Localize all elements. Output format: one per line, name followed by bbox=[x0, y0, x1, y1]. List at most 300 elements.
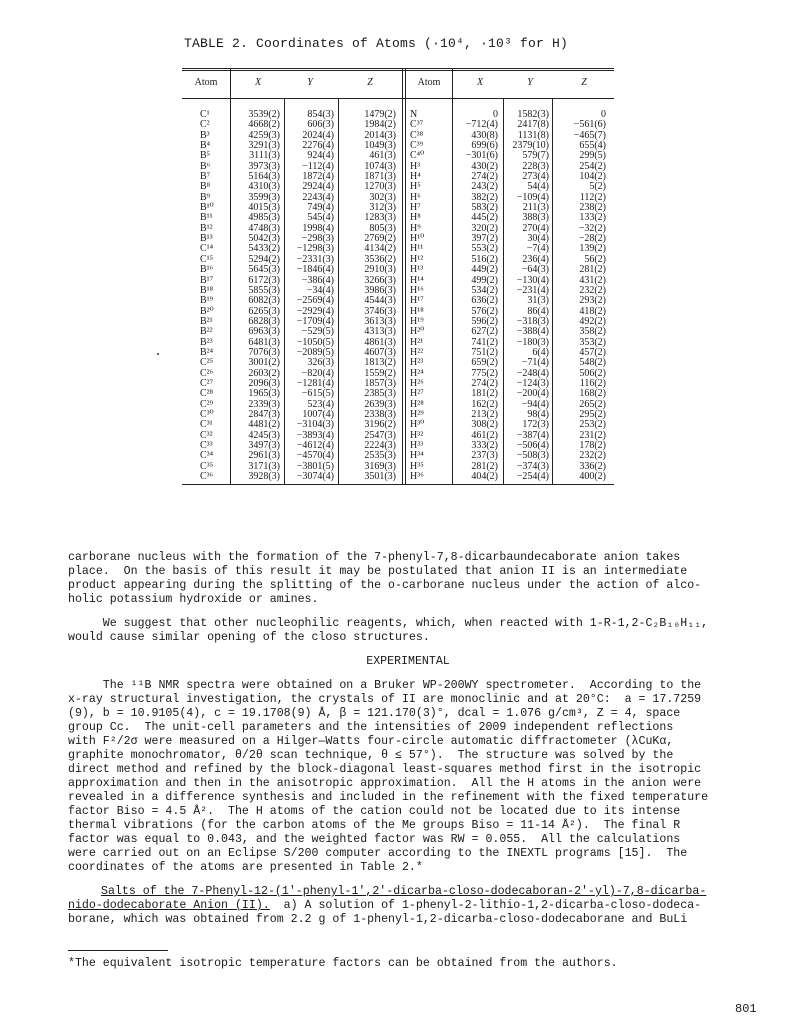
table-cell: −465(7) bbox=[573, 129, 606, 141]
table-cell: H¹¹ bbox=[410, 243, 424, 255]
table-cell: 336(2) bbox=[579, 460, 606, 472]
table-cell: 3001(2) bbox=[248, 357, 280, 369]
paragraph-line: The ¹¹B NMR spectra were obtained on a Bruker WP-200WY spectrometer. According to the bbox=[68, 679, 702, 692]
table-cell: 116(2) bbox=[579, 377, 606, 389]
table-cell: C²⁷ bbox=[200, 377, 214, 389]
table-cell: 4245(3) bbox=[248, 429, 280, 441]
table-cell: 6265(3) bbox=[248, 305, 280, 317]
table-cell: B¹² bbox=[200, 222, 213, 234]
table-cell: 6172(3) bbox=[248, 274, 280, 286]
table-cell: 4985(3) bbox=[248, 212, 280, 224]
table-cell: 2603(2) bbox=[248, 367, 280, 379]
table-cell: 4134(2) bbox=[364, 243, 396, 255]
table-cell: H³² bbox=[410, 429, 424, 441]
table-vrule-center-a bbox=[402, 68, 403, 484]
column-atom-left bbox=[200, 110, 228, 482]
table-cell: B⁸ bbox=[200, 181, 211, 193]
table-cell: −1709(4) bbox=[296, 315, 334, 327]
table-cell: −32(2) bbox=[578, 222, 606, 234]
table-cell: 418(2) bbox=[579, 305, 606, 317]
page-number: 801 bbox=[735, 1002, 757, 1016]
paragraph-line: We suggest that other nucleophilic reagents, which, when reacted with 1-R-1,2-C₂B₁₀H₁₁, bbox=[68, 617, 709, 630]
table-cell: H⁶ bbox=[410, 191, 421, 203]
table-cell: −94(4) bbox=[521, 398, 549, 410]
table-cell: −3801(5) bbox=[296, 460, 334, 472]
table-cell: 534(2) bbox=[471, 284, 498, 296]
table-cell: 3497(3) bbox=[248, 440, 280, 451]
table-cell: 576(2) bbox=[471, 305, 498, 317]
table-cell: 211(3) bbox=[522, 202, 549, 214]
paragraph-line: were carried out on an Eclipse S/200 computer according to the INEXTL programs [15]. The bbox=[68, 847, 688, 860]
column-z-left bbox=[340, 110, 396, 482]
header-atom-left: Atom bbox=[194, 77, 218, 88]
table-cell: C²⁹ bbox=[200, 398, 214, 410]
table-cell: 295(2) bbox=[579, 408, 606, 420]
table-cell: 98(4) bbox=[527, 408, 549, 420]
header-y-left: Y bbox=[307, 77, 313, 88]
table-cell: C²⁵ bbox=[200, 357, 214, 369]
table-cell: 3171(3) bbox=[248, 460, 280, 472]
header-y-right: Y bbox=[527, 77, 533, 88]
table-cell: −2929(4) bbox=[296, 305, 334, 317]
table-cell: 312(3) bbox=[369, 202, 396, 214]
paragraph-line: factor Biso = 4.5 Å². The H atoms of the cation could not be located due to its intense bbox=[68, 805, 681, 818]
table-cell: H²¹ bbox=[410, 336, 424, 348]
table-cell: −387(4) bbox=[516, 429, 549, 441]
table-cell: 274(2) bbox=[471, 171, 498, 183]
table-cell: 3539(2) bbox=[248, 109, 280, 120]
table-cell: 168(2) bbox=[579, 388, 606, 400]
table-cell: 741(2) bbox=[471, 336, 498, 348]
paragraph-line: graphite monochromator, θ/2θ scan technique, θ ≤ 57°). The structure was solved by the bbox=[68, 749, 674, 762]
table-cell: 1479(2) bbox=[364, 109, 396, 120]
table-cell: H⁴ bbox=[410, 171, 421, 183]
table-cell: H¹⁶ bbox=[410, 284, 424, 296]
column-atom-right bbox=[410, 110, 448, 482]
table-cell: H⁹ bbox=[410, 222, 421, 234]
table-cell: 924(4) bbox=[307, 150, 334, 162]
table-cell: 7076(3) bbox=[248, 346, 280, 358]
table-cell: B⁹ bbox=[200, 191, 211, 203]
paragraph-line bbox=[68, 885, 748, 899]
table-cell: −2331(3) bbox=[296, 253, 334, 265]
table-cell: H¹⁸ bbox=[410, 305, 424, 317]
table-top-rule bbox=[182, 68, 614, 69]
table-cell: B²² bbox=[200, 326, 213, 338]
table-cell: −200(4) bbox=[516, 388, 549, 400]
table-cell: 516(2) bbox=[471, 253, 498, 265]
table-cell: B²⁴ bbox=[200, 346, 214, 358]
table-cell: B¹¹ bbox=[200, 212, 213, 224]
table-cell: 492(2) bbox=[579, 315, 606, 327]
paragraph-line: group Cc. The unit-cell parameters and the intensities of 2009 independent reflections bbox=[68, 721, 674, 734]
table-cell: 4668(2) bbox=[248, 119, 280, 131]
table-cell: H⁵ bbox=[410, 181, 421, 193]
table-cell: −3104(3) bbox=[296, 419, 334, 431]
table-cell: H¹⁷ bbox=[410, 295, 424, 307]
table-cell: C¹ bbox=[200, 109, 210, 120]
table-cell: −248(4) bbox=[516, 367, 549, 379]
table-cell: B¹⁶ bbox=[200, 264, 214, 276]
table-cell: C⁴⁰ bbox=[410, 150, 425, 162]
paragraph-line: direct method and refined by the block-diagonal least-squares method first in the isotropic bbox=[68, 763, 702, 776]
table-cell: 5164(3) bbox=[248, 171, 280, 183]
table-cell: −374(3) bbox=[516, 460, 549, 472]
table-cell: 1283(3) bbox=[364, 212, 396, 224]
table-cell: 2096(3) bbox=[248, 377, 280, 389]
table-cell: C²⁶ bbox=[200, 367, 214, 379]
header-atom-right: Atom bbox=[417, 77, 441, 88]
table-cell: H¹³ bbox=[410, 264, 424, 276]
table-cell: −4612(4) bbox=[296, 440, 334, 451]
table-cell: 2224(3) bbox=[364, 440, 396, 451]
table-cell: B¹⁹ bbox=[200, 295, 214, 307]
table-vrule-2 bbox=[284, 98, 285, 484]
table-cell: 2417(8) bbox=[517, 119, 549, 131]
table-vrule-1 bbox=[230, 68, 231, 484]
table-cell: 274(2) bbox=[471, 377, 498, 389]
table-cell: B¹⁸ bbox=[200, 284, 214, 296]
table-cell: −301(6) bbox=[465, 150, 498, 162]
table-cell: 162(2) bbox=[471, 398, 498, 410]
table-cell: 2547(3) bbox=[364, 429, 396, 441]
table-cell: −506(4) bbox=[516, 440, 549, 451]
table-cell: 178(2) bbox=[579, 440, 606, 451]
paragraph-line: carborane nucleus with the formation of the 7-phenyl-7,8-dicarbaundecaborate anion takes bbox=[68, 551, 681, 564]
table-cell: H²³ bbox=[410, 357, 424, 369]
table-cell: 1270(3) bbox=[364, 181, 396, 193]
table-cell: 388(3) bbox=[522, 212, 549, 224]
table-cell: −3074(4) bbox=[296, 471, 334, 483]
table-cell: 627(2) bbox=[471, 326, 498, 338]
paragraph-line: holic potassium hydroxide or amines. bbox=[68, 593, 319, 606]
table-cell: 2379(10) bbox=[512, 140, 549, 152]
table-cell: 805(3) bbox=[369, 222, 396, 234]
table-cell: 2385(3) bbox=[364, 388, 396, 400]
table-cell: 431(2) bbox=[579, 274, 606, 286]
table-cell: 2024(4) bbox=[302, 129, 334, 141]
table-bottom-rule bbox=[182, 484, 614, 485]
table-cell: −7(4) bbox=[526, 243, 549, 255]
table-cell: H¹⁹ bbox=[410, 315, 424, 327]
table-cell: 238(2) bbox=[579, 202, 606, 214]
table-cell: 1559(2) bbox=[364, 367, 396, 379]
table-cell: 457(2) bbox=[579, 346, 606, 358]
table-cell: 326(3) bbox=[307, 357, 334, 369]
table-cell: 6481(3) bbox=[248, 336, 280, 348]
paragraph-line: place. On the basis of this result it may be postulated that anion II is an intermediate bbox=[68, 565, 688, 578]
paragraph-line: product appearing during the splitting of the o-carborane nucleus under the action of alco- bbox=[68, 579, 702, 592]
table-cell: H¹⁴ bbox=[410, 274, 424, 286]
table-cell: −180(3) bbox=[516, 336, 549, 348]
table-cell: 1872(4) bbox=[302, 171, 334, 183]
table-cell: 4015(3) bbox=[248, 202, 280, 214]
table-cell: 270(4) bbox=[522, 222, 549, 234]
table-cell: H¹⁰ bbox=[410, 233, 425, 245]
table-cell: 2338(3) bbox=[364, 408, 396, 420]
table-cell: −109(4) bbox=[516, 191, 549, 203]
paragraph-line: thermal vibrations (for the carbon atoms of the Me groups Biso = 11-14 Å²). The final R bbox=[68, 819, 681, 832]
table-cell: C³⁷ bbox=[410, 119, 424, 131]
table-cell: −112(4) bbox=[302, 160, 334, 172]
table-cell: 228(3) bbox=[522, 160, 549, 172]
table-cell: H²⁰ bbox=[410, 326, 425, 338]
table-cell: 236(4) bbox=[522, 253, 549, 265]
table-cell: C¹⁴ bbox=[200, 243, 214, 255]
table-cell: C² bbox=[200, 119, 210, 131]
table-top-rule-double bbox=[182, 70, 614, 71]
table-cell: H³³ bbox=[410, 440, 424, 451]
table-vrule-3 bbox=[338, 98, 339, 484]
table-cell: −1281(4) bbox=[296, 377, 334, 389]
table-cell: 0 bbox=[493, 109, 498, 120]
table-cell: 308(2) bbox=[471, 419, 498, 431]
paragraph-line: borane, which was obtained from 2.2 g of 1-phenyl-1,2-dicarba-closo-dodecaborane and BuLi bbox=[68, 913, 688, 926]
table-cell: H²² bbox=[410, 346, 424, 358]
column-y-right bbox=[505, 110, 549, 482]
table-cell: −1298(3) bbox=[296, 243, 334, 255]
table-header-rule bbox=[182, 98, 614, 99]
table-cell: 659(2) bbox=[471, 357, 498, 369]
stray-mark bbox=[157, 353, 159, 355]
table-cell: −615(5) bbox=[301, 388, 334, 400]
table-cell: 1857(3) bbox=[364, 377, 396, 389]
table-cell: 254(2) bbox=[579, 160, 606, 172]
table-cell: H¹² bbox=[410, 253, 424, 265]
table-cell: 299(5) bbox=[579, 150, 606, 162]
table-cell: 3501(3) bbox=[364, 471, 396, 483]
table-cell: B¹⁰ bbox=[200, 202, 214, 214]
table-cell: 0 bbox=[601, 109, 606, 120]
table-cell: 2769(2) bbox=[364, 233, 396, 245]
table-cell: C³⁹ bbox=[410, 140, 424, 152]
table-cell: 265(2) bbox=[579, 398, 606, 410]
paragraph-line: revealed in a difference synthesis and included in the refinement with the fixed temperature bbox=[68, 791, 709, 804]
table-vrule-6 bbox=[503, 98, 504, 484]
table-cell: B⁶ bbox=[200, 160, 211, 172]
table-cell: 3291(3) bbox=[248, 140, 280, 152]
table-cell: 1813(2) bbox=[364, 357, 396, 369]
table-cell: −1050(5) bbox=[296, 336, 334, 348]
table-cell: 636(2) bbox=[471, 295, 498, 307]
table-cell: 430(2) bbox=[471, 160, 498, 172]
table-cell: 237(3) bbox=[471, 450, 498, 462]
header-x-right: X bbox=[476, 77, 484, 88]
table-cell: −712(4) bbox=[465, 119, 498, 131]
table-cell: 1007(4) bbox=[302, 408, 334, 420]
table-cell: 1131(8) bbox=[517, 129, 549, 141]
table-cell: B³ bbox=[200, 129, 210, 141]
table-cell: 3986(3) bbox=[364, 284, 396, 296]
table-cell: C¹⁵ bbox=[200, 253, 214, 265]
table-cell: −3893(4) bbox=[296, 429, 334, 441]
table-cell: 461(3) bbox=[369, 150, 396, 162]
table-cell: 54(4) bbox=[527, 181, 549, 193]
table-cell: B²³ bbox=[200, 336, 213, 348]
column-y-left bbox=[286, 110, 334, 482]
table-cell: 181(2) bbox=[471, 388, 498, 400]
table-cell: −71(4) bbox=[521, 357, 549, 369]
table-cell: 273(4) bbox=[522, 171, 549, 183]
table-cell: C³⁵ bbox=[200, 460, 214, 472]
table-cell: 139(2) bbox=[579, 243, 606, 255]
table-cell: −130(4) bbox=[516, 274, 549, 286]
table-cell: 1998(4) bbox=[302, 222, 334, 234]
table-cell: H²⁴ bbox=[410, 367, 424, 379]
table-cell: −561(6) bbox=[573, 119, 606, 131]
section-heading: EXPERIMENTAL bbox=[366, 655, 450, 668]
table-cell: H²⁶ bbox=[410, 377, 424, 389]
table-cell: −529(5) bbox=[301, 326, 334, 338]
table-cell: 56(2) bbox=[584, 253, 606, 265]
table-cell: 6828(3) bbox=[248, 315, 280, 327]
paragraph-line: factor was equal to 0.043, and the weighted factor was RW = 0.055. All the calculations bbox=[68, 833, 681, 846]
table-cell: 6963(3) bbox=[248, 326, 280, 338]
table-cell: 2910(3) bbox=[364, 264, 396, 276]
column-x-left bbox=[232, 110, 280, 482]
table-cell: 1871(3) bbox=[364, 171, 396, 183]
table-cell: −820(4) bbox=[301, 367, 334, 379]
table-cell: −231(4) bbox=[516, 284, 549, 296]
table-cell: 751(2) bbox=[471, 346, 498, 358]
table-cell: 320(2) bbox=[471, 222, 498, 234]
table-cell: 358(2) bbox=[579, 326, 606, 338]
table-vrule-center-b bbox=[405, 68, 406, 484]
table-cell: 545(4) bbox=[307, 212, 334, 224]
table-cell: 3266(3) bbox=[364, 274, 396, 286]
table-cell: 548(2) bbox=[579, 357, 606, 369]
table-cell: 2535(3) bbox=[364, 450, 396, 462]
table-cell: H³⁶ bbox=[410, 471, 424, 483]
header-z-right: Z bbox=[581, 77, 587, 88]
table-cell: 400(2) bbox=[579, 471, 606, 483]
table-cell: 4481(2) bbox=[248, 419, 280, 431]
body-text bbox=[68, 551, 748, 927]
table-cell: 596(2) bbox=[471, 315, 498, 327]
table-cell: 382(2) bbox=[471, 191, 498, 203]
table-cell: −1846(4) bbox=[296, 264, 334, 276]
table-cell: −4570(4) bbox=[296, 450, 334, 462]
table-cell: 31(3) bbox=[527, 295, 549, 307]
table-cell: 4259(3) bbox=[248, 129, 280, 141]
table-cell: 5645(3) bbox=[248, 264, 280, 276]
footnote-rule bbox=[68, 950, 168, 951]
table-cell: 449(2) bbox=[471, 264, 498, 276]
table-cell: 4310(3) bbox=[248, 181, 280, 193]
table-vrule-5 bbox=[452, 68, 453, 484]
footnote: *The equivalent isotropic temperature factors can be obtained from the authors. bbox=[68, 957, 618, 970]
table-cell: 445(2) bbox=[471, 212, 498, 224]
table-cell: 854(3) bbox=[307, 109, 334, 120]
table-cell: 1049(3) bbox=[364, 140, 396, 152]
table-cell: 302(3) bbox=[369, 191, 396, 203]
table-cell: 655(4) bbox=[579, 140, 606, 152]
table-cell: H³ bbox=[410, 160, 421, 172]
table-cell: −2089(5) bbox=[296, 346, 334, 358]
table-cell: C³⁸ bbox=[410, 129, 424, 141]
table-cell: 397(2) bbox=[471, 233, 498, 245]
table-cell: 2276(4) bbox=[302, 140, 334, 152]
table-cell: 4313(3) bbox=[364, 326, 396, 338]
table-caption: TABLE 2. Coordinates of Atoms (·10⁴, ·10³ for H) bbox=[184, 36, 569, 51]
table-cell: −64(3) bbox=[521, 264, 549, 276]
paragraph-line: would cause similar opening of the closo structures. bbox=[68, 631, 430, 644]
table-cell: 2639(3) bbox=[364, 398, 396, 410]
table-cell: 506(2) bbox=[579, 367, 606, 379]
table-cell: −508(3) bbox=[516, 450, 549, 462]
paragraph-text: a) A solution of 1-phenyl-2-lithio-1,2-dicarba-closo-dodeca- bbox=[269, 899, 702, 912]
table-cell: 3599(3) bbox=[248, 191, 280, 203]
table-cell: 5855(3) bbox=[248, 284, 280, 296]
paragraph-line bbox=[68, 899, 748, 913]
table-cell: 333(2) bbox=[471, 440, 498, 451]
table-cell: H³⁴ bbox=[410, 450, 424, 462]
table-cell: 3746(3) bbox=[364, 305, 396, 317]
header-x-left: X bbox=[254, 77, 262, 88]
table-cell: 232(2) bbox=[579, 450, 606, 462]
table-cell: 3973(3) bbox=[248, 160, 280, 172]
table-cell: 1582(3) bbox=[517, 109, 549, 120]
table-cell: B⁵ bbox=[200, 150, 211, 162]
table-cell: 3928(3) bbox=[248, 471, 280, 483]
table-cell: 1074(3) bbox=[364, 160, 396, 172]
table-cell: −318(3) bbox=[516, 315, 549, 327]
header-z-left: Z bbox=[367, 77, 373, 88]
table-cell: C³¹ bbox=[200, 419, 213, 431]
table-cell: 231(2) bbox=[579, 429, 606, 441]
table-cell: B¹³ bbox=[200, 233, 213, 245]
subsection-title-cont: nido-dodecaborate Anion (II). bbox=[68, 899, 270, 912]
table-cell: 5(2) bbox=[589, 181, 606, 193]
table-cell: H³⁰ bbox=[410, 419, 425, 431]
table-cell: −28(2) bbox=[578, 233, 606, 245]
table-cell: 213(2) bbox=[471, 408, 498, 420]
table-cell: 281(2) bbox=[471, 460, 498, 472]
table-cell: 606(3) bbox=[307, 119, 334, 131]
paragraph-line: approximation and then in the anisotropic approximation. All the H atoms in the anion were bbox=[68, 777, 702, 790]
subsection-title: Salts of the 7-Phenyl-12-(1'-phenyl-1',2'-dicarba-closo-dodecaboran-2'-yl)-7,8-dicarba- bbox=[101, 885, 707, 898]
table-vrule-7 bbox=[552, 98, 553, 484]
table-cell: 30(4) bbox=[527, 233, 549, 245]
table-cell: 1965(3) bbox=[248, 388, 280, 400]
table-cell: 4544(3) bbox=[364, 295, 396, 307]
table-cell: 1984(2) bbox=[364, 119, 396, 131]
table-cell: 4748(3) bbox=[248, 222, 280, 234]
table-cell: 553(2) bbox=[471, 243, 498, 255]
table-cell: 430(8) bbox=[471, 129, 498, 141]
table-cell: 172(3) bbox=[522, 419, 549, 431]
table-cell: 4861(3) bbox=[364, 336, 396, 348]
table-cell: H²⁸ bbox=[410, 398, 424, 410]
table-cell: 353(2) bbox=[579, 336, 606, 348]
table-cell: C²⁸ bbox=[200, 388, 214, 400]
table-cell: H³⁵ bbox=[410, 460, 424, 472]
table-cell: 112(2) bbox=[579, 191, 606, 203]
table-cell: 6082(3) bbox=[248, 295, 280, 307]
table-cell: 5294(2) bbox=[248, 253, 280, 265]
table-cell: 243(2) bbox=[471, 181, 498, 193]
column-x-right bbox=[454, 110, 498, 482]
table-cell: 461(2) bbox=[471, 429, 498, 441]
table-cell: 749(4) bbox=[307, 202, 334, 214]
table-cell: C³⁴ bbox=[200, 450, 214, 462]
table-cell: 579(7) bbox=[522, 150, 549, 162]
table-cell: 293(2) bbox=[579, 295, 606, 307]
table-cell: H⁸ bbox=[410, 212, 421, 224]
table-cell: 133(2) bbox=[579, 212, 606, 224]
table-cell: B⁴ bbox=[200, 140, 211, 152]
table-cell: −34(4) bbox=[306, 284, 334, 296]
